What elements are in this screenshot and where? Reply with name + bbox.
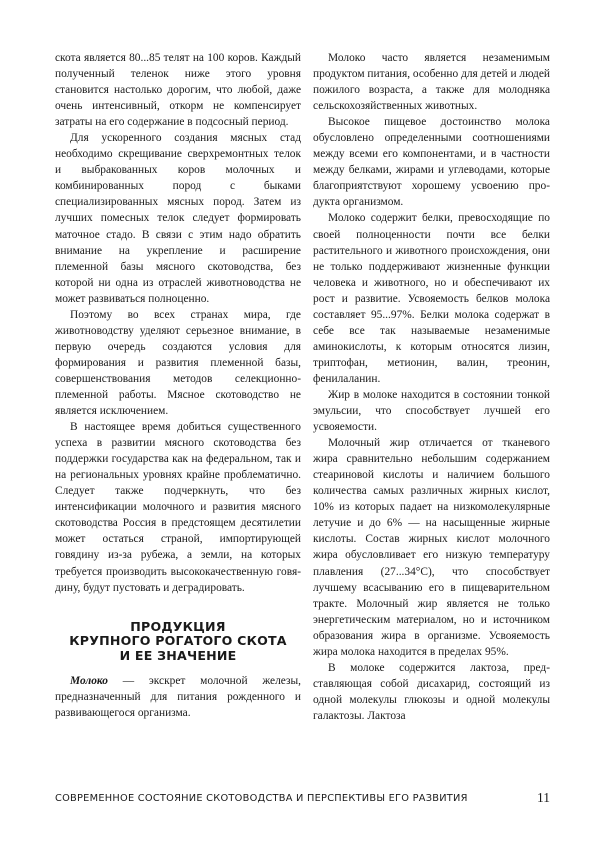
section-heading: [55, 620, 301, 664]
page-number: 11: [537, 790, 550, 805]
paragraph: Молочный жир отличается от тканевого жира сравнительно небольшим содержанием стеариновой кислоты и наличием большого количества самых различных жирных кислот, 10% из которых падает на низкомолекулярные летучие и до 6% — на насыщенные жирные кислоты. Состав жирных кислот молочного жира обусловливает его низкую температуру плавления (27...34°С), что способствует лучшему всасыванию его в пищеварительном тракте. Молочный жир является не только энергетическим материалом, но и источником образования жира в организме. Усвояемость жира молока находится в пределах 95%.: [313, 437, 550, 658]
paragraph: Поэтому во всех странах мира, где животноводству уделяют серьезное внимание, в первую очередь создаются условия для формирования и развития племенной базы, совершенствования методов селекционно-племенной работы. Мясное скотоводство не является исключением.: [55, 308, 301, 418]
paragraph: Молоко часто является незаменимым продуктом питания, особенно для детей и людей пожилого возраста, а также для молодняка сельскохозяйственных животных.: [313, 52, 550, 113]
paragraph: скота является 80...85 телят на 100 коров. Каждый полученный теленок ниже этого уровня становится настолько дорогим, что любой, даже очень интенсивный, откорм не компенсирует затраты на его содержание в подсосный период.: [55, 52, 301, 129]
definition-text: — экскрет молочной железы, предназначенный для питания рожденного и развивающегося организма.: [55, 675, 301, 720]
right-column: [313, 50, 550, 724]
section-heading-line: И ЕЕ ЗНАЧЕНИЕ: [119, 647, 237, 663]
left-column: [55, 50, 301, 721]
term-milk: Молоко: [70, 675, 108, 688]
paragraph: Высокое пищевое достоинство молока обусловлено определенными соотношениями между всеми его компонентами, и в частности между белками, жирами и углеводами, которые благоприятствуют хорошему усвоению продукта организмом.: [313, 116, 550, 209]
page-footer: [55, 791, 550, 807]
paragraph: В настоящее время добиться существенного успеха в развитии мясного скотоводства без поддержки государства как на федеральном, так и на региональных уровнях крайне проблематично. Следует также подчеркнуть, что без интенсификации молочного и развития мясного скотоводства Россия в предстоящем десятилетии может остаться страной, импортирующей говядину из-за рубежа, а земли, на которых требуется производить высококачественную говядину, будут пустовать и деградировать.: [55, 421, 301, 594]
paragraph: [55, 673, 301, 721]
paragraph: Для ускоренного создания мясных стад необходимо скрещивание сверхремонтных телок и выбракованных коров молочных и комбинированных пород с быками специализированных мясных пород. Затем из лучших помесных телок следует формировать маточное стадо. В связи с этим надо обратить внимание на укрепление и расширение племенной базы мясного скотоводства, без которой ни одна из отраслей животноводства не может развиваться полноценно.: [55, 132, 301, 305]
section-heading-line: ПРОДУКЦИЯ: [130, 618, 226, 634]
paragraph: В молоке содержится лактоза, представляющая собой дисахарид, состоящий из одной молекулы глюкозы и одной молекулы галактозы. Лактоза: [313, 661, 550, 722]
paragraph: Жир в молоке находится в состоянии тонкой эмульсии, что способствует лучшей его усвояемости.: [313, 388, 550, 434]
section-heading-line: КРУПНОГО РОГАТОГО СКОТА: [69, 633, 287, 649]
running-footer-title: СОВРЕМЕННОЕ СОСТОЯНИЕ СКОТОВОДСТВА И ПЕРСПЕКТИВЫ ЕГО РАЗВИТИЯ: [55, 793, 468, 804]
paragraph: Молоко содержит белки, превосходящие по своей полноценности почти все белки растительного и животного происхождения, они не только поддерживают жизненные функции человека и животного, но и обеспечивают их рост и развитие. Усвояемость белков молока составляет 95...97%. Белки молока содержат в себе все так называемые незаменимые аминокислоты, к которым относятся лизин, триптофан, метионин, валин, треонин, фенилаланин.: [313, 212, 550, 385]
